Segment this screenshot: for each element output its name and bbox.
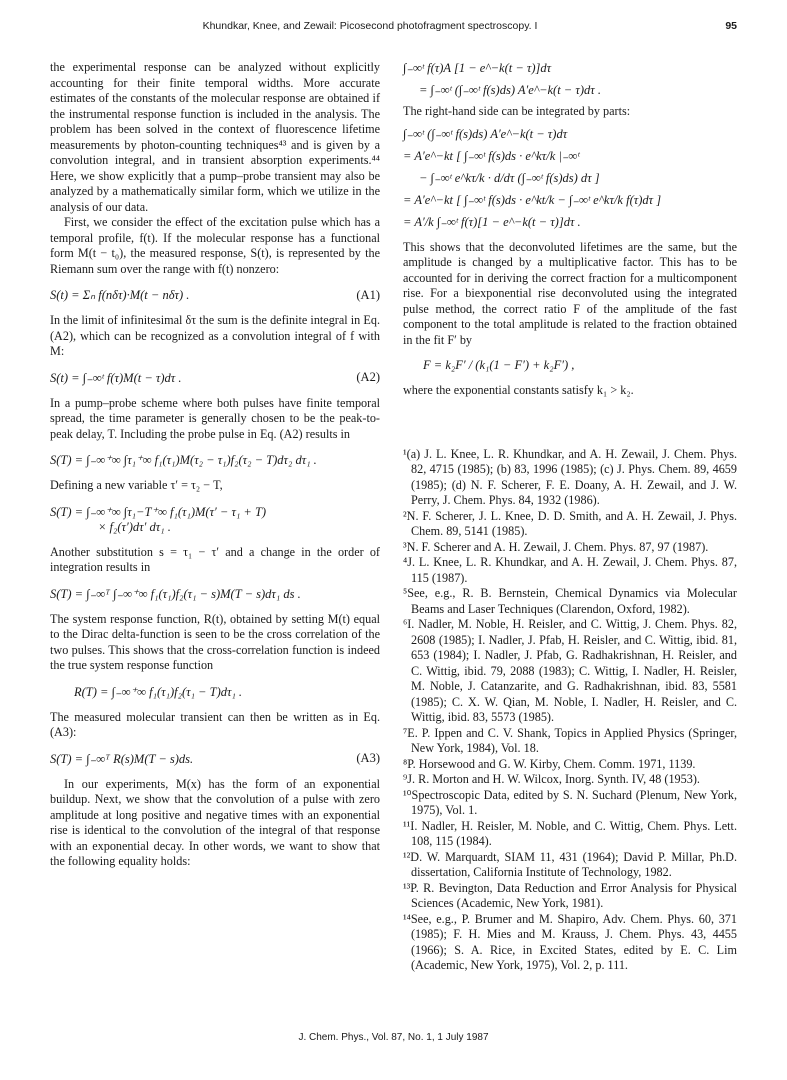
paragraph: This shows that the deconvoluted lifetimes are the same, but the amplitude is changed by a multiplicative factor. This has to be accounted for in deriving the correct fraction for a multicomponent rise. For a biexponential rise deconvoluted using the integrated pulse method, the correct ratio F of the amplitude of the fast component to the total amplitude is related to the fraction obtained in the fit F′ by	[403, 239, 737, 347]
equation-continuation	[50, 520, 380, 535]
paragraph: First, we consider the effect of the excitation pulse which has a temporal profile, f(t). If the molecular response has a functional form M(t − t₀), the measured response, S(t), is represented by the Riemann sum over the range with f(t) nonzero:	[50, 215, 380, 276]
paragraph: where the exponential constants satisfy k₁ > k₂.	[403, 383, 634, 397]
equation-a2	[50, 370, 380, 386]
paragraph: the experimental response can be analyzed without explicitly accounting for their finite temporal widths. More accurate estimates of the constants of the molecular response are obtained if the instrumental response function is included in the analysis. The problem has been solved in the context of fluorescence lifetime measurements by photon-counting techniques⁴³ and is given by a convolution integral, and in transient absorption experiments.⁴⁴ Here, we show explicitly that a pump–probe transient may also be analyzed by a mathematically similar form, which we utilize in the analysis of our data.	[50, 60, 380, 214]
reference: ¹⁰Spectroscopic Data, edited by S. N. Suchard (Plenum, New York, 1975), Vol. 1.	[403, 787, 737, 817]
reference: ⁸P. Horsewood and G. W. Kirby, Chem. Comm. 1971, 1139.	[403, 756, 696, 771]
reference: ¹⁴See, e.g., P. Brumer and M. Shapiro, Adv. Chem. Phys. 60, 371 (1985); F. H. Mies and M. Krauss, J. Chem. Phys. 43, 4455 (1966); S. A. Rice, in Excited States, edited by E. C. Lim (Academic, New York, 1975), Vol. 2, p. 111.	[403, 911, 737, 972]
paragraph: Defining a new variable τ′ = τ₂ − T,	[50, 478, 223, 492]
paragraph: In the limit of infinitesimal δτ the sum is the definite integral in Eq. (A2), which can be recognized as a convolution integral of f with M:	[50, 313, 380, 358]
equation	[403, 192, 737, 208]
paragraph: In a pump–probe scheme where both pulses have finite temporal spread, the time parameter is generally chosen to be the peak-to-peak delay, T. Including the probe pulse in Eq. (A2) results in	[50, 395, 380, 441]
left-column	[50, 60, 380, 870]
equation-body: F = k₂F′ / (k₁(1 − F′) + k₂F′) ,	[423, 358, 575, 372]
paragraph: The measured molecular transient can then be written as in Eq. (A3):	[50, 709, 380, 739]
equation-number: (A3)	[356, 751, 380, 765]
equation	[403, 60, 737, 76]
references-list	[403, 447, 737, 974]
page-number: 95	[725, 20, 737, 32]
equation	[403, 148, 737, 164]
equation-body: = ∫₋∞ᵗ (∫₋∞ᵗ f(s)ds) A′e^−k(t − τ)dτ .	[419, 83, 601, 97]
reference: ¹(a) J. L. Knee, L. R. Khundkar, and A. H. Zewail, J. Chem. Phys. 82, 4715 (1985); (b) 83, 1996 (1985); (c) J. Phys. Chem. 89, 4659 (1985); (d) N. F. Scherer, F. E. Doany, A. H. Zewail, and J. W. Perry, J. Chem. Phys. 84, 1932 (1986).	[403, 446, 737, 507]
reference: ³N. F. Scherer and A. H. Zewail, J. Chem. Phys. 87, 97 (1987).	[403, 539, 709, 554]
equation	[403, 82, 737, 98]
reference: ⁹J. R. Morton and H. W. Wilcox, Inorg. Synth. IV, 48 (1953).	[403, 772, 700, 786]
equation-body: ∫₋∞ᵗ f(τ)A [1 − e^−k(t − τ)]dτ	[403, 61, 552, 75]
paragraph: Another substitution s = τ₁ − τ′ and a change in the order of integration results in	[50, 544, 380, 574]
reference: ¹³P. R. Bevington, Data Reduction and Error Analysis for Physical Sciences (Academic, New York, 1981).	[403, 880, 737, 910]
equation-f	[403, 358, 737, 373]
reference: ¹¹I. Nadler, H. Reisler, M. Noble, and C. Wittig, Chem. Phys. Lett. 108, 115 (1984).	[403, 818, 737, 848]
equation-a1	[50, 287, 380, 303]
equation-a3	[50, 751, 380, 767]
paragraph: The right-hand side can be integrated by parts:	[403, 104, 631, 118]
paragraph: The system response function, R(t), obtained by setting M(t) equal to the Dirac delta-function is seen to be the cross correlation of the two pulses. This shows that the cross-correlation function is indeed the true system response function	[50, 611, 380, 672]
reference: ⁴J. L. Knee, L. R. Khundkar, and A. H. Zewail, J. Chem. Phys. 87, 115 (1987).	[403, 555, 737, 585]
reference: ⁵See, e.g., R. B. Bernstein, Chemical Dynamics via Molecular Beams and Laser Techniques (Clarendon, Oxford, 1982).	[403, 586, 737, 616]
equation-body: S(T) = ∫₋∞⁺∞ ∫τ₁⁺∞ f₁(τ₁)M(τ₂ − τ₁)f₂(τ₂ − T)dτ₂ dτ₁ .	[50, 453, 317, 467]
equation	[50, 452, 380, 468]
equation-body: S(T) = ∫₋∞⁺∞ ∫τ₁−T⁺∞ f₁(τ₁)M(τ′ − τ₁ + T)	[50, 504, 267, 519]
running-header	[0, 20, 787, 38]
equation-body: S(t) = Σₙ f(nδτ)·M(t − nδτ) .	[50, 288, 190, 302]
journal-footer: J. Chem. Phys., Vol. 87, No. 1, 1 July 1987	[298, 1032, 489, 1043]
paragraph: In our experiments, M(x) has the form of an exponential buildup. Next, we show that the convolution of a pulse with zero amplitude at long positive and negative times with an exponential rise is identical to the convolution of the integral of that response with an exponential decay. In other words, we want to show that the following equality holds:	[50, 776, 380, 868]
equation-body: = A′e^−kt [ ∫₋∞ᵗ f(s)ds · e^kτ/k |₋∞ᵗ	[403, 148, 580, 163]
equation	[50, 684, 380, 700]
equation	[50, 586, 380, 602]
running-title: Khundkar, Knee, and Zewail: Picosecond photofragment spectroscopy. I	[202, 20, 538, 32]
equation-body: S(T) = ∫₋∞ᵀ R(s)M(T − s)ds.	[50, 751, 194, 766]
reference: ²N. F. Scherer, J. L. Knee, D. D. Smith, and A. H. Zewail, J. Phys. Chem. 89, 5141 (1985).	[403, 508, 737, 538]
reference: ⁶I. Nadler, M. Noble, H. Reisler, and C. Wittig, J. Chem. Phys. 82, 2608 (1985); I. Nadler, J. Pfab, H. Reisler, and C. Wittig, ibid. 81, 653 (1984); I. Nadler, J. Pfab, G. Radhakrishnan, H. Reisler, and C. Wittig, ibid. 79, 2088 (1983); C. Wittig, I. Nadler, H. Reisler, M. Noble, J. Catanzarite, and G. Radhakrishnan, ibid. 83, 5581 (1985); C. X. W. Qian, M. Noble, I. Nadler, H. Reisler, and C. Wittig, ibid. 83, 5573 (1985).	[403, 617, 737, 724]
equation-body: − ∫₋∞ᵗ e^kτ/k · d/dτ (∫₋∞ᵗ f(s)ds) dτ ]	[419, 170, 600, 185]
right-column	[403, 60, 737, 974]
equation-body: R(T) = ∫₋∞⁺∞ f₁(τ₁)f₂(τ₁ − T)dτ₁ .	[74, 684, 243, 699]
equation-body: S(T) = ∫₋∞ᵀ ∫₋∞⁺∞ f₁(τ₁)f₂(τ₁ − s)M(T − s)dτ₁ ds .	[50, 586, 301, 601]
equation-number: (A1)	[356, 287, 380, 302]
equation	[403, 214, 737, 230]
equation	[403, 170, 737, 186]
equation-body: × f₂(τ′)dτ′ dτ₁ .	[98, 519, 171, 534]
reference: ¹²D. W. Marquardt, SIAM 11, 431 (1964); David P. Millar, Ph.D. dissertation, California Institute of Technology, 1982.	[403, 849, 737, 879]
equation-body: S(t) = ∫₋∞ᵗ f(τ)M(t − τ)dτ .	[50, 370, 182, 385]
equation-body: = A′/k ∫₋∞ᵗ f(τ)[1 − e^−k(t − τ)]dτ .	[403, 214, 581, 229]
reference: ⁷E. P. Ippen and C. V. Shank, Topics in Applied Physics (Springer, New York, 1984), Vol. 18.	[403, 725, 737, 755]
equation	[50, 504, 380, 520]
equation-body: = A′e^−kt [ ∫₋∞ᵗ f(s)ds · e^kt/k − ∫₋∞ᵗ e^kτ/k f(τ)dτ ]	[403, 192, 662, 207]
equation-number: (A2)	[356, 370, 380, 384]
equation-body: ∫₋∞ᵗ (∫₋∞ᵗ f(s)ds) A′e^−k(t − τ)dτ	[403, 126, 568, 141]
equation	[403, 126, 737, 142]
